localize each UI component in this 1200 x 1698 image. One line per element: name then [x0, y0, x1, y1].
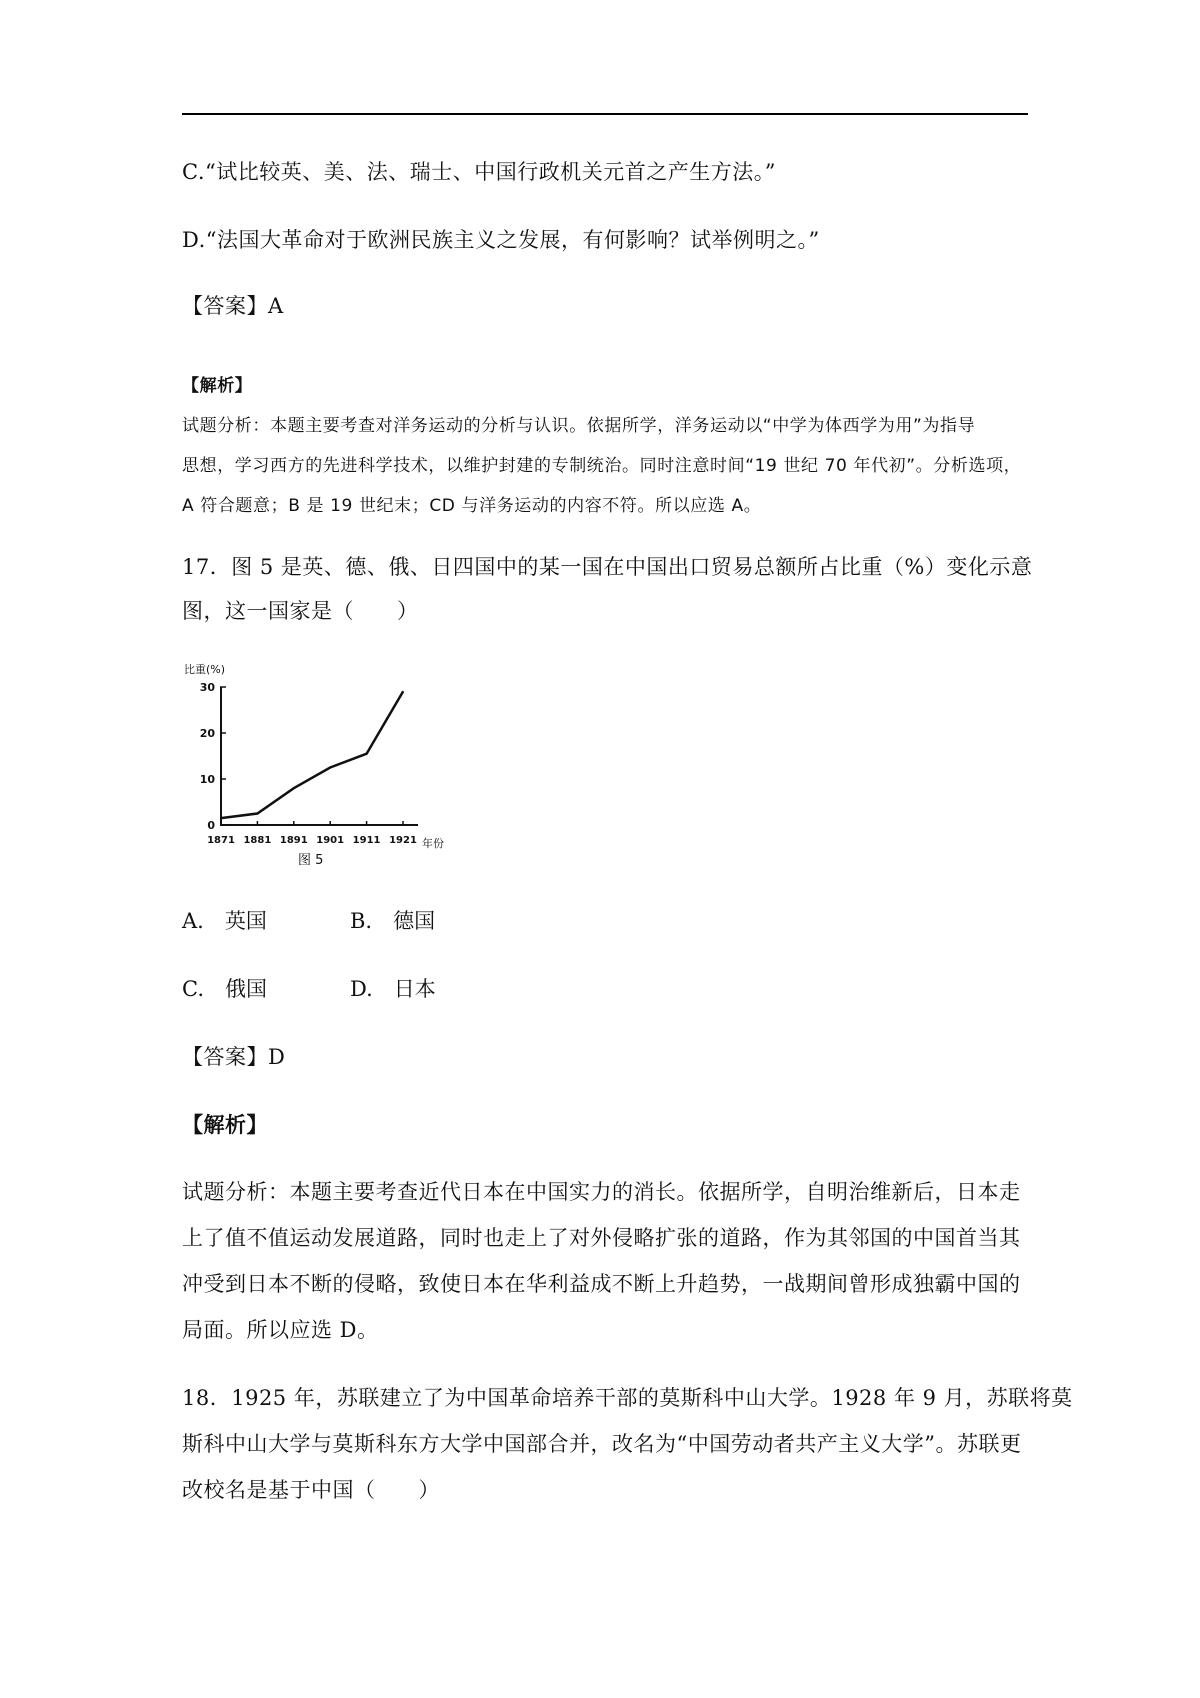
- q18-stem-line: 改校名是基于中国（ ）: [182, 1478, 440, 1502]
- data-point: [366, 753, 368, 755]
- y-tick-label: 10: [199, 773, 215, 786]
- x-tick-label: 1901: [316, 835, 345, 846]
- prev-analysis-line: A 符合题意；B 是 19 世纪末；CD 与洋务运动的内容不符。所以应选 A。: [182, 496, 762, 516]
- q17-stem-line: 图，这一国家是（ ）: [182, 599, 419, 623]
- prev-option-c: C.“试比较英、美、法、瑞士、中国行政机关元首之产生方法。”: [182, 160, 776, 184]
- data-point: [220, 817, 222, 819]
- q17-option-d: D. 日本: [350, 977, 436, 1001]
- x-tick-label: 1891: [279, 835, 308, 846]
- x-tick-label: 1921: [389, 835, 417, 846]
- y-tick-label: 20: [199, 727, 215, 740]
- q17-analysis-line: 冲受到日本不断的侵略，致使日本在华利益成不断上升趋势，一战期间曾形成独霸中国的: [182, 1272, 1021, 1296]
- q17-analysis-line: 试题分析：本题主要考查近代日本在中国实力的消长。依据所学，自明治维新后，日本走: [182, 1180, 1021, 1204]
- q17-analysis-heading: 【解析】: [182, 1112, 268, 1137]
- header-rule: [182, 113, 1028, 115]
- y-tick-label: 0: [207, 819, 215, 832]
- x-tick-label: 1881: [243, 835, 272, 846]
- prev-analysis-heading: 【解析】: [182, 376, 253, 396]
- y-tick-label: 30: [199, 681, 215, 694]
- q18-stem-line: 斯科中山大学与莫斯科东方大学中国部合并，改名为“中国劳动者共产主义大学”。苏联更: [182, 1432, 1022, 1456]
- trade-share-chart: [178, 657, 468, 867]
- q17-analysis-line: 局面。所以应选 D。: [182, 1318, 379, 1342]
- x-tick-label: 1871: [207, 835, 235, 846]
- chart-caption: 图 5: [298, 853, 324, 867]
- q17-answer: 【答案】D: [182, 1045, 286, 1069]
- q17-analysis-line: 上了值不值运动发展道路，同时也走上了对外侵略扩张的道路，作为其邻国的中国首当其: [182, 1226, 1021, 1250]
- data-point: [257, 813, 259, 815]
- x-tick-label: 1911: [352, 835, 381, 846]
- data-point: [402, 691, 404, 693]
- data-point: [293, 787, 295, 789]
- q18-stem-line: 18．1925 年，苏联建立了为中国革命培养干部的莫斯科中山大学。1928 年 9 月，苏联将莫: [182, 1386, 1073, 1410]
- x-axis-label: 年份: [422, 837, 444, 850]
- y-axis-label: 比重(%): [184, 663, 226, 676]
- q17-option-c: C. 俄国: [182, 977, 267, 1001]
- prev-option-d: D.“法国大革命对于欧洲民族主义之发展，有何影响？试举例明之。”: [182, 228, 820, 252]
- series-line: [221, 692, 403, 819]
- q17-stem-line: 17．图 5 是英、德、俄、日四国中的某一国在中国出口贸易总额所占比重（%）变化示意: [182, 555, 1033, 579]
- q17-option-a: A. 英国: [182, 909, 267, 933]
- q17-option-b: B. 德国: [350, 909, 436, 933]
- prev-answer: 【答案】A: [182, 294, 284, 318]
- data-point: [329, 767, 331, 769]
- prev-analysis-line: 思想，学习西方的先进科学技术，以维护封建的专制统治。同时注意时间“19 世纪 70 年代初”。分析选项，: [182, 456, 1022, 476]
- prev-analysis-line: 试题分析：本题主要考查对洋务运动的分析与认识。依据所学，洋务运动以“中学为体西学为用”为指导: [182, 416, 976, 436]
